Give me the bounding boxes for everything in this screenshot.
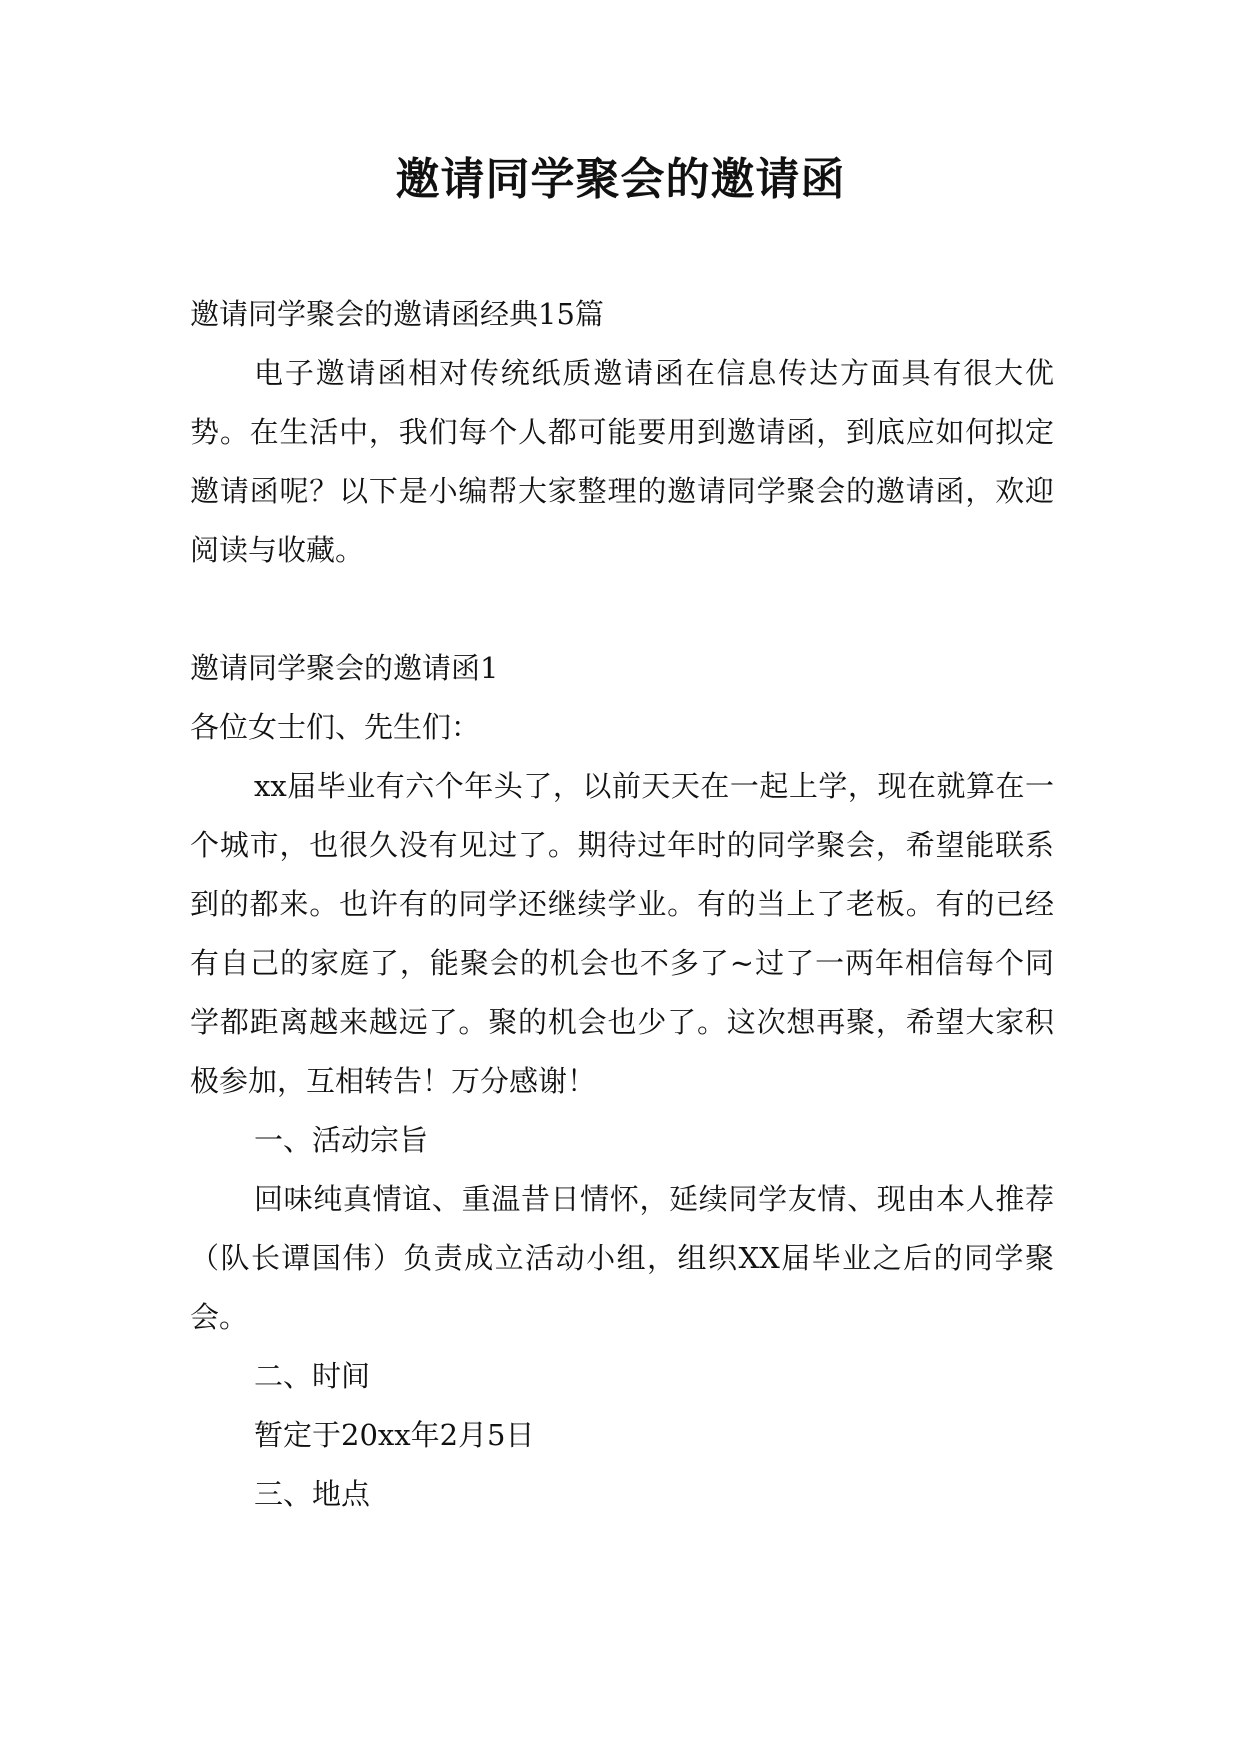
document-title: 邀请同学聚会的邀请函 [395,154,846,205]
intro-paragraph: 电子邀请函相对传统纸质邀请函在信息传达方面具有很大优势。在生活中，我们每个人都可能要用到邀请函，到底应如何拟定邀请函呢？以下是小编帮大家整理的邀请同学聚会的邀请函，欢迎阅读与收藏。 [190,356,1054,567]
item1-heading: 一、活动宗旨 [254,1123,429,1157]
salutation: 各位女士们、先生们： [190,710,481,744]
document-subtitle: 邀请同学聚会的邀请函经典15篇 [190,297,604,331]
item3-heading: 三、地点 [254,1477,371,1511]
paragraph-gap [190,580,1054,639]
section-heading: 邀请同学聚会的邀请函1 [190,651,499,685]
body-paragraph: xx届毕业有六个年头了，以前天天在一起上学，现在就算在一个城市，也很久没有见过了。期待过年时的同学聚会，希望能联系到的都来。也许有的同学还继续学业。有的当上了老板。有的已经有自己的家庭了，能聚会的机会也不多了~过了一两年相信每个同学都距离越来越远了。聚的机会也少了。这次想再聚，希望大家积极参加，互相转告！万分感谢！ [190,769,1054,1098]
document-body [190,285,1054,1524]
item2-heading: 二、时间 [254,1359,371,1393]
item2-text: 暂定于20xx年2月5日 [254,1418,535,1452]
item1-text: 回味纯真情谊、重温昔日情怀，延续同学友情、现由本人推荐（队长谭国伟）负责成立活动小组，组织XX届毕业之后的同学聚会。 [190,1182,1054,1334]
